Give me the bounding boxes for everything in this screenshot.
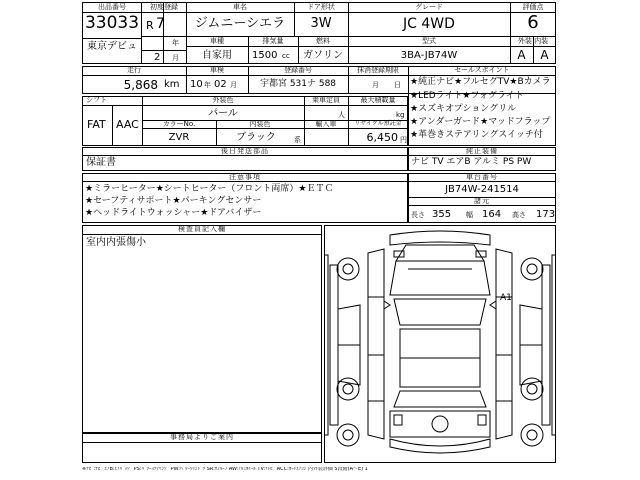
shift-value: FAT bbox=[87, 118, 106, 131]
person-unit: 人 bbox=[338, 111, 345, 119]
label-grade: グレード bbox=[415, 3, 443, 11]
label-chassis: 車台番号 bbox=[466, 173, 498, 181]
sales-point-4: ★アンダーガード★マッドフラップ bbox=[410, 117, 551, 127]
inspector-note: 室内内張傷小 bbox=[86, 237, 146, 248]
reg-year: 7 bbox=[156, 16, 165, 32]
sales-point-5: ★革巻きステアリングスイッチ付 bbox=[410, 130, 543, 140]
sales-point-2: ★LEDライト★フォグライト bbox=[410, 91, 524, 101]
cc-unit: cc bbox=[282, 52, 290, 60]
width-value: 164 bbox=[482, 209, 502, 220]
series-unit: 系 bbox=[294, 136, 301, 144]
label-office: 事務局よりご案内 bbox=[170, 433, 234, 441]
notes-line-3: ★ヘッドライトウォッシャー★ドアバイザー bbox=[85, 208, 262, 218]
fuel-value: ガソリン bbox=[303, 50, 343, 61]
label-plate: 登録番号 bbox=[284, 66, 312, 74]
era-letter: R bbox=[146, 19, 154, 32]
length-value: 355 bbox=[432, 209, 452, 220]
ext-color-value: パール bbox=[208, 108, 238, 119]
label-width: 幅 bbox=[466, 211, 473, 219]
label-import: 輸入車 bbox=[315, 120, 337, 128]
vehicle-type: 自家用 bbox=[202, 50, 232, 61]
mileage-value: 5,868 bbox=[123, 78, 158, 92]
int-color-value: ブラック bbox=[236, 132, 276, 143]
label-score: 評価点 bbox=[522, 3, 544, 11]
height-value: 173 bbox=[536, 209, 556, 220]
label-inspector: 検査員記入欄 bbox=[178, 225, 226, 233]
label-sales-point: セールスポイント bbox=[454, 66, 510, 74]
ext-score: A bbox=[517, 48, 526, 62]
reg-month: 2 bbox=[154, 52, 161, 63]
label-regist-deadline: 抹消登録期限 bbox=[357, 66, 399, 74]
label-lot-no: 出品番号 bbox=[98, 3, 126, 11]
notes-line-2: ★セーフティサポート★パーキングセンサー bbox=[85, 196, 262, 206]
insp-year: 10 bbox=[190, 79, 203, 90]
venue-name: 東京デビュ bbox=[87, 41, 137, 52]
label-door: ドア形状 bbox=[307, 3, 335, 11]
month-unit: 月 bbox=[172, 54, 179, 62]
displacement-value: 1500 bbox=[252, 50, 278, 61]
insp-month-unit: 月 bbox=[230, 81, 237, 89]
year-unit: 年 bbox=[172, 39, 179, 47]
label-shift: シフト bbox=[86, 96, 107, 104]
label-aftermarket: 後日発送部品 bbox=[221, 147, 269, 155]
car-diagram bbox=[324, 225, 556, 463]
grade-value: JC 4WD bbox=[403, 16, 455, 32]
yen-unit: 円 bbox=[400, 136, 407, 144]
lot-number: 33033 bbox=[84, 13, 140, 33]
label-notes: 注意事項 bbox=[229, 173, 261, 181]
color-no-value: ZVR bbox=[168, 132, 190, 143]
label-recycle: リサイクル預託金 bbox=[354, 120, 402, 127]
notes-line-1: ★ミラーヒーター★シートヒーター（フロント両席）★ＥＴＣ bbox=[85, 184, 334, 194]
ac-value: AAC bbox=[116, 118, 139, 131]
label-seating: 乗車定員 bbox=[312, 96, 340, 104]
label-mileage: 走行 bbox=[127, 66, 141, 74]
label-car-name: 車名 bbox=[233, 3, 247, 11]
label-inspection: 車検 bbox=[210, 66, 224, 74]
recycle-value: 6,450 bbox=[366, 131, 398, 144]
aftermarket-value: 保証書 bbox=[86, 157, 116, 168]
label-ext-int: 外装 内装 bbox=[517, 37, 549, 45]
door-type: 3W bbox=[310, 16, 332, 31]
score-value: 6 bbox=[527, 12, 539, 33]
footer-legend: ※ﾅﾋﾞ:ﾅﾋﾞ ｴｱB:ｴｱﾊﾞｯｸﾞ PS:ﾊﾟﾜｰｽﾃｱﾘﾝｸﾞ PW:ﾊﾟﾜｰｳｲﾝﾄﾞｳ SR:ｻﾝﾙｰﾌ AW:ｱﾙﾐﾎｲｰﾙ TV:ﾃﾚﾋﾞ ACC:ｵｰﾄｴｱｺﾝ 内外装評価 5段階(A～E) 1 bbox=[82, 467, 368, 472]
plate-number: 宇都宮 531ナ 588 bbox=[259, 79, 337, 89]
label-height: 高さ bbox=[512, 211, 526, 219]
damage-mark-a1: A1 bbox=[500, 293, 512, 303]
label-displacement: 排気量 bbox=[262, 37, 284, 45]
label-length: 長さ bbox=[411, 211, 425, 219]
label-ext-color: 外装色 bbox=[212, 96, 234, 104]
insp-year-unit: 年 bbox=[204, 81, 211, 89]
label-vehicle-type: 車種 bbox=[210, 37, 224, 45]
kg-unit: kg bbox=[396, 111, 405, 119]
car-name: ジムニーシエラ bbox=[194, 16, 286, 31]
insp-month: 02 bbox=[214, 79, 227, 90]
sales-point-3: ★スズキオプショングリル bbox=[410, 104, 517, 114]
label-color-no: カラーNo. bbox=[162, 120, 196, 128]
sales-point-1: ★純正ナビ★フルセグTV★Bカメラ bbox=[410, 77, 551, 87]
label-fuel: 燃料 bbox=[316, 37, 330, 45]
label-int-color: 内装色 bbox=[249, 120, 271, 128]
chassis-number: JB74W-241514 bbox=[445, 184, 519, 195]
int-score: A bbox=[540, 48, 549, 62]
genuine-value: ナビ TV エアB アルミ PS PW bbox=[411, 157, 532, 167]
deadline-day-unit: 日 bbox=[394, 81, 401, 89]
deadline-month-unit: 月 bbox=[372, 81, 379, 89]
model-code: 3BA-JB74W bbox=[400, 50, 458, 61]
km-unit: km bbox=[164, 79, 180, 90]
label-first-reg: 初度登録 bbox=[150, 3, 178, 11]
label-model: 型式 bbox=[422, 37, 436, 45]
label-genuine: 純正装備 bbox=[466, 147, 498, 155]
label-dims: 諸元 bbox=[474, 197, 490, 205]
label-max-load: 最大積載量 bbox=[360, 96, 396, 104]
inspector-box bbox=[82, 225, 322, 433]
